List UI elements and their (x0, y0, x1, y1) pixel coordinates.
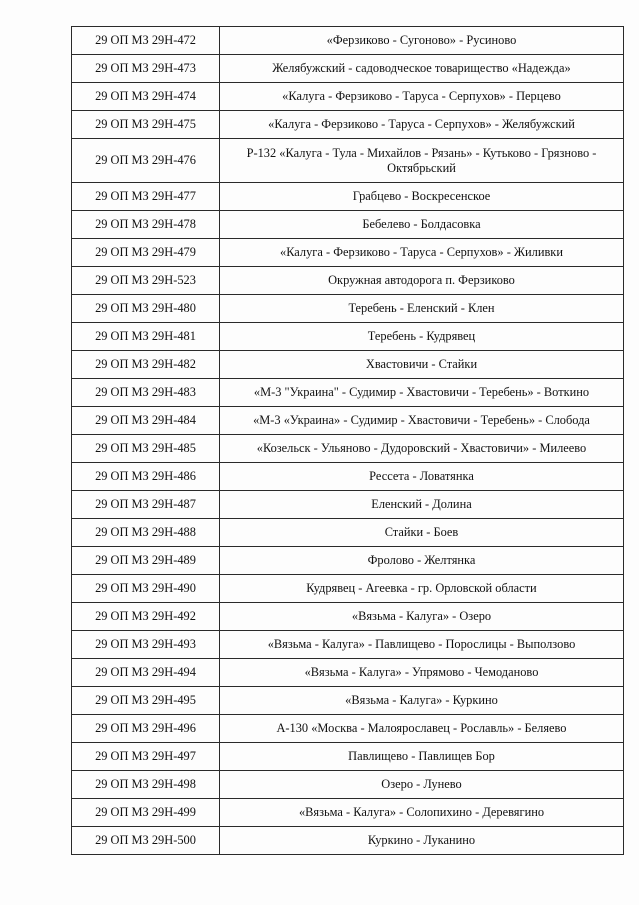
road-code-cell: 29 ОП МЗ 29Н-485 (72, 435, 220, 463)
road-name-cell: Павлищево - Павлищев Бор (220, 743, 624, 771)
table-row (72, 743, 624, 771)
road-code-cell: 29 ОП МЗ 29Н-488 (72, 519, 220, 547)
road-code-cell: 29 ОП МЗ 29Н-493 (72, 631, 220, 659)
road-code-cell: 29 ОП МЗ 29Н-489 (72, 547, 220, 575)
road-code-cell: 29 ОП МЗ 29Н-487 (72, 491, 220, 519)
road-name-cell: «М-3 «Украина» - Судимир - Хвастовичи - Теребень» - Слобода (220, 407, 624, 435)
road-code-cell: 29 ОП МЗ 29Н-482 (72, 351, 220, 379)
road-name-cell: Куркино - Луканино (220, 827, 624, 855)
road-name-cell: Бебелево - Болдасовка (220, 211, 624, 239)
table-row (72, 547, 624, 575)
road-name-cell: Кудрявец - Агеевка - гр. Орловской области (220, 575, 624, 603)
road-name-cell: «Вязьма - Калуга» - Куркино (220, 687, 624, 715)
road-name-cell: Еленский - Долина (220, 491, 624, 519)
road-code-cell: 29 ОП МЗ 29Н-483 (72, 379, 220, 407)
road-name-cell: Хвастовичи - Стайки (220, 351, 624, 379)
road-name-cell: Желябужский - садоводческое товарищество «Надежда» (220, 55, 624, 83)
road-name-cell: «Калуга - Ферзиково - Таруса - Серпухов» - Желябужский (220, 111, 624, 139)
table-row (72, 799, 624, 827)
roads-table (71, 26, 624, 855)
road-code-cell: 29 ОП МЗ 29Н-497 (72, 743, 220, 771)
road-code-cell: 29 ОП МЗ 29Н-476 (72, 139, 220, 183)
table-row (72, 631, 624, 659)
table-row (72, 27, 624, 55)
road-code-cell: 29 ОП МЗ 29Н-484 (72, 407, 220, 435)
road-code-cell: 29 ОП МЗ 29Н-479 (72, 239, 220, 267)
table-row (72, 575, 624, 603)
road-name-cell: «М-3 "Украина" - Судимир - Хвастовичи - Теребень» - Воткино (220, 379, 624, 407)
road-code-cell: 29 ОП МЗ 29Н-473 (72, 55, 220, 83)
road-code-cell: 29 ОП МЗ 29Н-475 (72, 111, 220, 139)
table-row (72, 111, 624, 139)
road-code-cell: 29 ОП МЗ 29Н-490 (72, 575, 220, 603)
road-name-cell: Теребень - Кудрявец (220, 323, 624, 351)
table-row (72, 827, 624, 855)
road-code-cell: 29 ОП МЗ 29Н-495 (72, 687, 220, 715)
road-code-cell: 29 ОП МЗ 29Н-496 (72, 715, 220, 743)
road-code-cell: 29 ОП МЗ 29Н-500 (72, 827, 220, 855)
table-row (72, 463, 624, 491)
table-row (72, 603, 624, 631)
road-code-cell: 29 ОП МЗ 29Н-494 (72, 659, 220, 687)
road-name-cell: «Вязьма - Калуга» - Павлищево - Порослицы - Выползово (220, 631, 624, 659)
road-name-cell: Теребень - Еленский - Клен (220, 295, 624, 323)
table-row (72, 491, 624, 519)
table-row (72, 323, 624, 351)
table-row (72, 295, 624, 323)
table-row (72, 407, 624, 435)
table-row (72, 659, 624, 687)
road-name-cell: Окружная автодорога п. Ферзиково (220, 267, 624, 295)
table-row (72, 211, 624, 239)
road-name-cell: Озеро - Лунево (220, 771, 624, 799)
road-code-cell: 29 ОП МЗ 29Н-486 (72, 463, 220, 491)
roads-table-body (72, 27, 624, 855)
road-code-cell: 29 ОП МЗ 29Н-478 (72, 211, 220, 239)
road-name-cell: А-130 «Москва - Малоярославец - Рославль» - Беляево (220, 715, 624, 743)
road-code-cell: 29 ОП МЗ 29Н-499 (72, 799, 220, 827)
road-name-cell: Р-132 «Калуга - Тула - Михайлов - Рязань» - Кутьково - Грязново - Октябрьский (220, 139, 624, 183)
road-name-cell: «Калуга - Ферзиково - Таруса - Серпухов» - Перцево (220, 83, 624, 111)
table-row (72, 379, 624, 407)
road-name-cell: «Вязьма - Калуга» - Солопихино - Деревягино (220, 799, 624, 827)
table-row (72, 351, 624, 379)
road-name-cell: «Вязьма - Калуга» - Озеро (220, 603, 624, 631)
table-row (72, 239, 624, 267)
table-row (72, 55, 624, 83)
road-code-cell: 29 ОП МЗ 29Н-472 (72, 27, 220, 55)
road-name-cell: «Вязьма - Калуга» - Упрямово - Чемоданово (220, 659, 624, 687)
road-name-cell: Рессета - Ловатянка (220, 463, 624, 491)
table-row (72, 139, 624, 183)
road-code-cell: 29 ОП МЗ 29Н-474 (72, 83, 220, 111)
table-row (72, 715, 624, 743)
road-name-cell: Стайки - Боев (220, 519, 624, 547)
road-code-cell: 29 ОП МЗ 29Н-492 (72, 603, 220, 631)
road-code-cell: 29 ОП МЗ 29Н-477 (72, 183, 220, 211)
table-row (72, 83, 624, 111)
road-name-cell: «Козельск - Ульяново - Дудоровский - Хвастовичи» - Милеево (220, 435, 624, 463)
road-name-cell: Грабцево - Воскресенское (220, 183, 624, 211)
table-row (72, 435, 624, 463)
table-row (72, 519, 624, 547)
road-code-cell: 29 ОП МЗ 29Н-481 (72, 323, 220, 351)
road-code-cell: 29 ОП МЗ 29Н-498 (72, 771, 220, 799)
road-code-cell: 29 ОП МЗ 29Н-480 (72, 295, 220, 323)
road-name-cell: Фролово - Желтянка (220, 547, 624, 575)
road-name-cell: «Калуга - Ферзиково - Таруса - Серпухов» - Жиливки (220, 239, 624, 267)
table-row (72, 687, 624, 715)
table-row (72, 183, 624, 211)
road-code-cell: 29 ОП МЗ 29Н-523 (72, 267, 220, 295)
table-row (72, 267, 624, 295)
road-name-cell: «Ферзиково - Сугоново» - Русиново (220, 27, 624, 55)
table-row (72, 771, 624, 799)
